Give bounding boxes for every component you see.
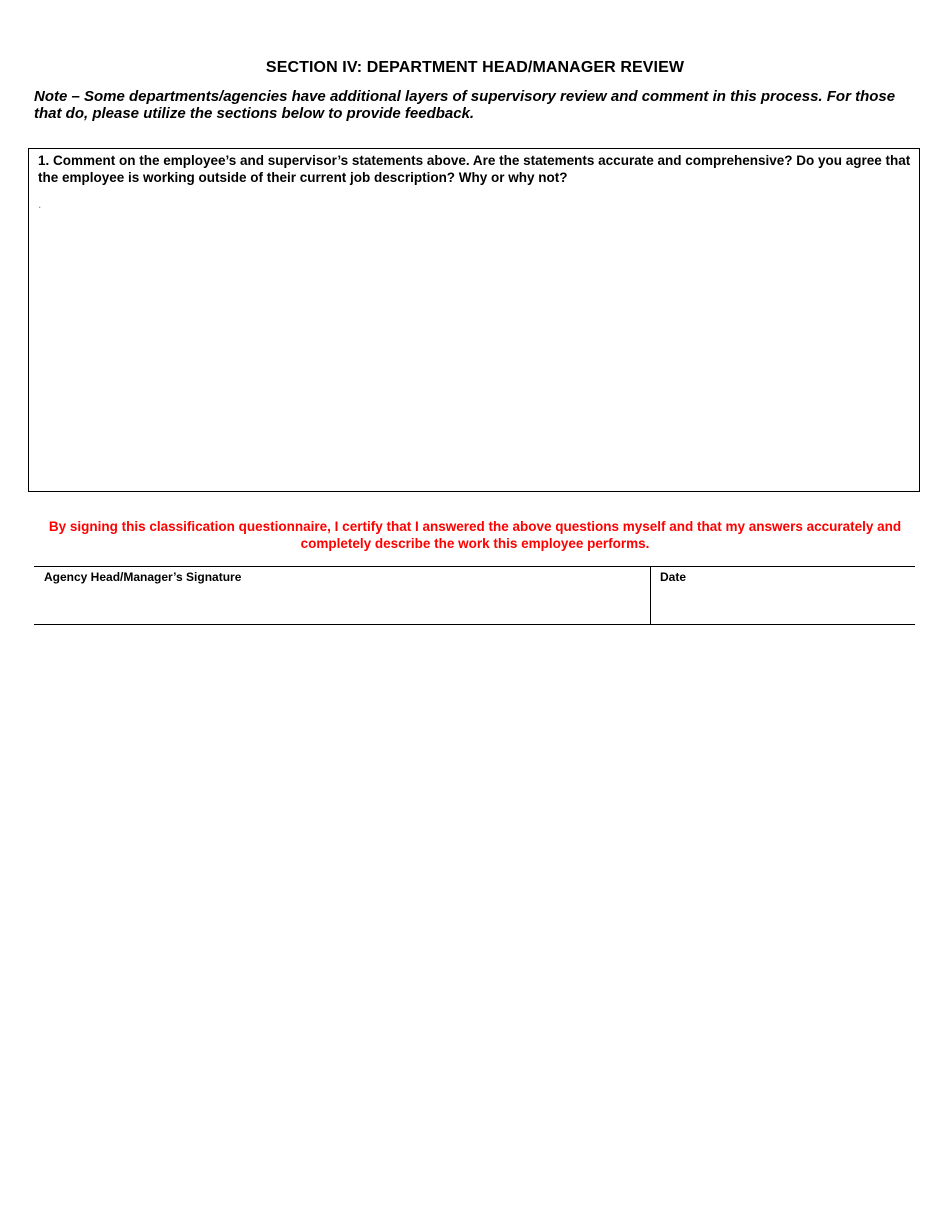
section-note: Note – Some departments/agencies have additional layers of supervisory review and comment in this process. For those that do, please utilize the sections below to provide feedback. <box>34 88 896 122</box>
signature-field[interactable] <box>34 567 651 624</box>
date-label: Date <box>660 570 687 584</box>
certification-statement: By signing this classification questionnaire, I certify that I answered the above questions myself and that my answers accurately and completely describe the work this employee performs. <box>48 519 902 551</box>
comment-question: 1. Comment on the employee’s and supervisor’s statements above. Are the statements accurate and comprehensive? Do you agree that the employee is working outside of their current job description? Why or why not? <box>38 153 911 185</box>
section-title: SECTION IV: DEPARTMENT HEAD/MANAGER REVIEW <box>265 59 685 76</box>
date-field[interactable] <box>651 567 915 624</box>
signature-table <box>34 566 915 625</box>
signature-label: Agency Head/Manager’s Signature <box>44 570 242 584</box>
comment-box <box>28 148 920 492</box>
comment-answer-field[interactable]: . <box>38 197 42 211</box>
